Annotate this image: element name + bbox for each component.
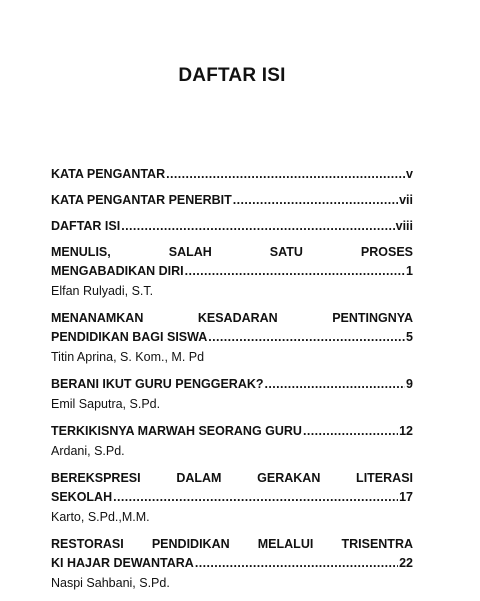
- toc-entry: [51, 191, 413, 210]
- toc-entry-title: KATA PENGANTAR: [51, 167, 166, 181]
- toc-page-number: 12: [399, 424, 413, 438]
- toc-page-number: 1: [406, 264, 413, 278]
- toc-entry-title-line2: KI HAJAR DEWANTARA: [51, 556, 194, 570]
- leader-dots: [208, 328, 405, 347]
- toc-entry-author: Emil Saputra, S.Pd.: [51, 397, 161, 411]
- toc-entry-title: TERKIKISNYA MARWAH SEORANG GURU: [51, 424, 302, 438]
- toc-entry-title: BERANI IKUT GURU PENGGERAK?: [51, 377, 264, 391]
- toc-entry: [51, 243, 413, 300]
- table-of-contents: [51, 165, 413, 601]
- toc-entry-title-line2: SEKOLAH: [51, 490, 113, 504]
- toc-entry-author: Karto, S.Pd.,M.M.: [51, 510, 150, 524]
- toc-line: [51, 488, 413, 507]
- toc-line: [51, 165, 413, 184]
- leader-dots: [166, 165, 405, 184]
- leader-dots: [195, 554, 398, 573]
- toc-line: [51, 217, 413, 236]
- toc-entry: [51, 422, 413, 460]
- leader-dots: [265, 375, 406, 394]
- toc-entry: [51, 469, 413, 526]
- toc-line: [51, 328, 413, 347]
- toc-entry-title-line1: MENANAMKAN KESADARAN PENTINGNYA: [51, 311, 413, 325]
- toc-page-number: 17: [399, 490, 413, 504]
- toc-entry-title-line1: RESTORASI PENDIDIKAN MELALUI TRISENTRA: [51, 537, 413, 551]
- toc-entry-author: Titin Aprina, S. Kom., M. Pd: [51, 350, 205, 364]
- toc-entry-author: Elfan Rulyadi, S.T.: [51, 284, 154, 298]
- toc-entry: [51, 375, 413, 413]
- toc-page-number: 5: [406, 330, 413, 344]
- toc-page-number: 9: [406, 377, 413, 391]
- toc-page-number: v: [406, 167, 413, 181]
- toc-entry-title-line2: MENGABADIKAN DIRI: [51, 264, 184, 278]
- toc-entry-title-line1: BEREKSPRESI DALAM GERAKAN LITERASI: [51, 471, 413, 485]
- toc-page-number: vii: [399, 193, 413, 207]
- leader-dots: [185, 262, 405, 281]
- toc-entry-author: Ardani, S.Pd.: [51, 444, 125, 458]
- toc-page-number: viii: [395, 219, 413, 233]
- leader-dots: [303, 422, 398, 441]
- toc-entry: [51, 309, 413, 366]
- page-title: DAFTAR ISI: [178, 65, 286, 86]
- toc-entry: [51, 165, 413, 184]
- toc-entry-title-line2: PENDIDIKAN BAGI SISWA: [51, 330, 208, 344]
- toc-entry-title: KATA PENGANTAR PENERBIT: [51, 193, 232, 207]
- toc-page-number: 22: [399, 556, 413, 570]
- toc-line: [51, 375, 413, 394]
- toc-entry: [51, 535, 413, 592]
- toc-entry-title: DAFTAR ISI: [51, 219, 121, 233]
- toc-entry-title-line1: MENULIS, SALAH SATU PROSES: [51, 245, 413, 259]
- leader-dots: [113, 488, 398, 507]
- toc-entry: [51, 217, 413, 236]
- toc-line: [51, 191, 413, 210]
- toc-line: [51, 262, 413, 281]
- toc-line: [51, 554, 413, 573]
- toc-line: [51, 422, 413, 441]
- leader-dots: [233, 191, 398, 210]
- toc-entry-author: Naspi Sahbani, S.Pd.: [51, 576, 170, 590]
- leader-dots: [121, 217, 394, 236]
